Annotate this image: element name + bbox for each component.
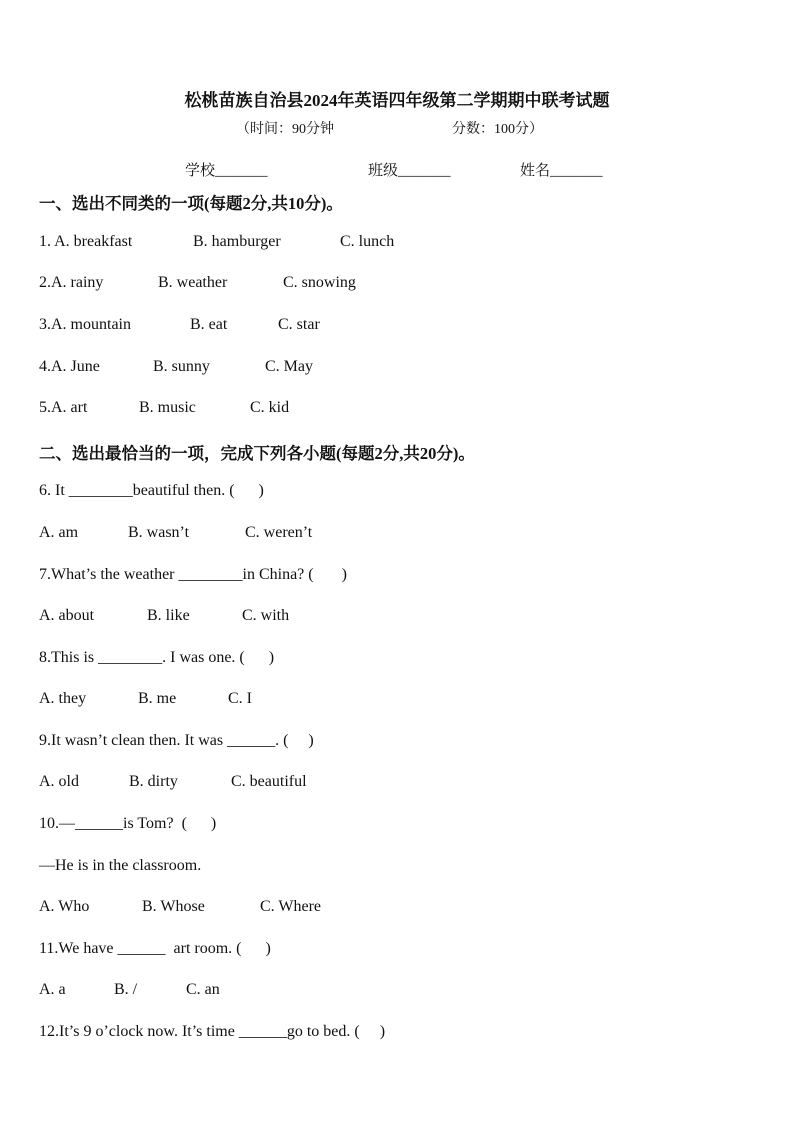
class-field: 班级_______ bbox=[368, 163, 451, 179]
question-text: 9.It wasn’t clean then. It was ______. ( ) bbox=[39, 732, 314, 749]
option-c: C. Where bbox=[260, 898, 322, 915]
option-b: B. / bbox=[114, 981, 138, 998]
option-a: A. they bbox=[39, 690, 87, 707]
question-text: 8.This is ________. I was one. ( ) bbox=[39, 649, 275, 666]
exam-score: 分数：100分） bbox=[452, 122, 543, 137]
section-2-heading: 二、选出最恰当的一项，完成下列各小题(每题2分,共20分)。 bbox=[39, 444, 475, 463]
school-field: 学校_______ bbox=[185, 163, 268, 179]
option-a: 3.A. mountain bbox=[39, 316, 131, 333]
option-c: C. kid bbox=[250, 399, 290, 416]
question-answer-line: —He is in the classroom. bbox=[39, 857, 202, 874]
option-c: C. star bbox=[278, 316, 320, 333]
option-c: C. snowing bbox=[283, 274, 356, 291]
option-a: A. old bbox=[39, 773, 79, 790]
section-1-heading: 一、选出不同类的一项(每题2分,共10分)。 bbox=[39, 194, 343, 213]
option-a: 1. A. breakfast bbox=[39, 233, 133, 250]
option-b: B. sunny bbox=[153, 358, 210, 375]
page-title: 松桃苗族自治县2024年英语四年级第二学期期中联考试题 bbox=[184, 91, 610, 110]
option-c: C. beautiful bbox=[231, 773, 307, 790]
option-a: 5.A. art bbox=[39, 399, 88, 416]
option-b: B. eat bbox=[190, 316, 228, 333]
option-a: A. Who bbox=[39, 898, 90, 915]
option-c: C. an bbox=[186, 981, 220, 998]
option-c: C. lunch bbox=[340, 233, 395, 250]
question-text: 10.—______is Tom? ( ) bbox=[39, 815, 217, 832]
name-field: 姓名_______ bbox=[520, 163, 603, 179]
option-a: 2.A. rainy bbox=[39, 274, 104, 291]
option-b: B. wasn’t bbox=[128, 524, 190, 541]
question-text: 6. It ________beautiful then. ( ) bbox=[39, 482, 264, 499]
question-text: 7.What’s the weather ________in China? ( ) bbox=[39, 566, 347, 583]
option-b: B. dirty bbox=[129, 773, 178, 790]
option-b: B. like bbox=[147, 607, 190, 624]
option-a: A. am bbox=[39, 524, 79, 541]
option-b: B. me bbox=[138, 690, 177, 707]
option-b: B. music bbox=[139, 399, 196, 416]
question-text: 11.We have ______ art room. ( ) bbox=[39, 940, 271, 957]
option-c: C. weren’t bbox=[245, 524, 313, 541]
exam-time: （时间：90分钟 bbox=[236, 122, 334, 137]
option-a: A. about bbox=[39, 607, 95, 624]
question-text: 12.It’s 9 o’clock now. It’s time ______go to bed. ( ) bbox=[39, 1023, 386, 1040]
option-b: B. hamburger bbox=[193, 233, 281, 250]
option-a: 4.A. June bbox=[39, 358, 100, 375]
option-a: A. a bbox=[39, 981, 66, 998]
option-c: C. May bbox=[265, 358, 313, 375]
option-b: B. weather bbox=[158, 274, 228, 291]
option-b: B. Whose bbox=[142, 898, 205, 915]
option-c: C. with bbox=[242, 607, 290, 624]
option-c: C. I bbox=[228, 690, 252, 707]
